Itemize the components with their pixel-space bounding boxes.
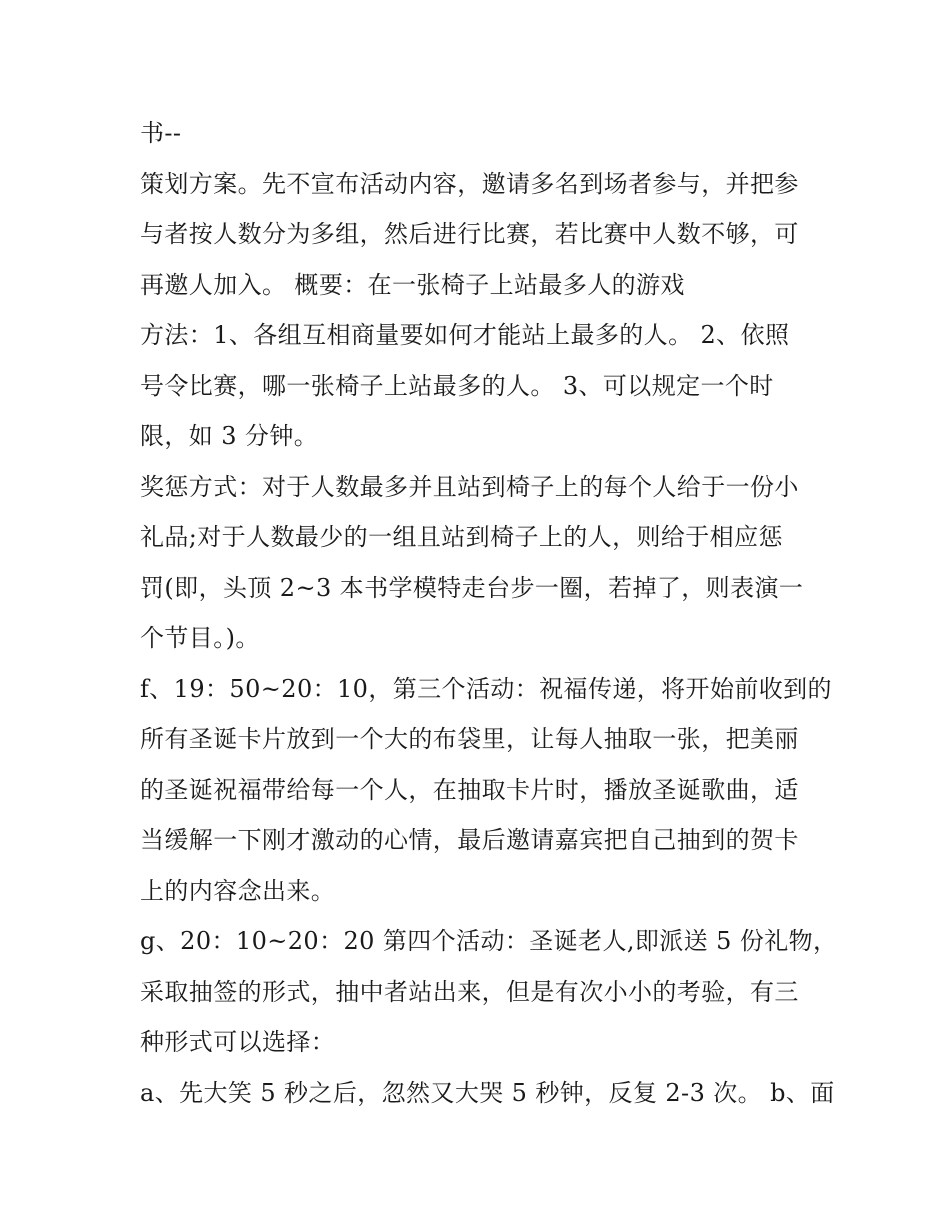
- text-line: 上的内容念出来。: [140, 876, 336, 905]
- text-line: 罚(即，头顶 2~3 本书学模特走台步一圈，若掉了，则表演一: [140, 573, 804, 602]
- text-line: 礼品;对于人数最少的一组且站到椅子上的人，则给于相应惩: [140, 523, 783, 551]
- text-line: 再邀人加入。 概要：在一张椅子上站最多人的游戏: [140, 270, 685, 299]
- text-line: 个节目。)。: [140, 624, 260, 652]
- text-line: 号令比赛，哪一张椅子上站最多的人。 3、可以规定一个时: [140, 371, 774, 400]
- text-line: 种形式可以选择：: [140, 1028, 336, 1056]
- text-line: 所有圣诞卡片放到一个大的布袋里，让每人抽取一张，把美丽: [140, 725, 799, 753]
- text-line: 当缓解一下刚才激动的心情，最后邀请嘉宾把自己抽到的贺卡: [140, 826, 799, 854]
- text-line: 的圣诞祝福带给每一个人，在抽取卡片时，播放圣诞歌曲，适: [140, 775, 799, 804]
- text-line: 限，如 3 分钟。: [140, 422, 319, 450]
- text-line: 策划方案。先不宣布活动内容，邀请多名到场者参与，并把参: [140, 169, 799, 198]
- text-line: a、先大笑 5 秒之后，忽然又大哭 5 秒钟，反复 2-3 次。 b、面: [140, 1078, 835, 1107]
- text-line: 与者按人数分为多组，然后进行比赛，若比赛中人数不够，可: [140, 220, 799, 248]
- text-line: g、20：10~20：20 第四个活动：圣诞老人,即派送 5 份礼物，: [140, 927, 838, 955]
- text-line: 方法：1、各组互相商量要如何才能站上最多的人。 2、依照: [140, 321, 790, 349]
- text-line: 奖惩方式：对于人数最多并且站到椅子上的每个人给于一份小: [140, 472, 799, 501]
- text-line: 书--: [140, 119, 182, 147]
- document-body: [140, 108, 838, 1118]
- text-line: f、19：50~20：10，第三个活动：祝福传递，将开始前收到的: [140, 674, 832, 703]
- text-line: 采取抽签的形式，抽中者站出来，但是有次小小的考验，有三: [140, 977, 799, 1006]
